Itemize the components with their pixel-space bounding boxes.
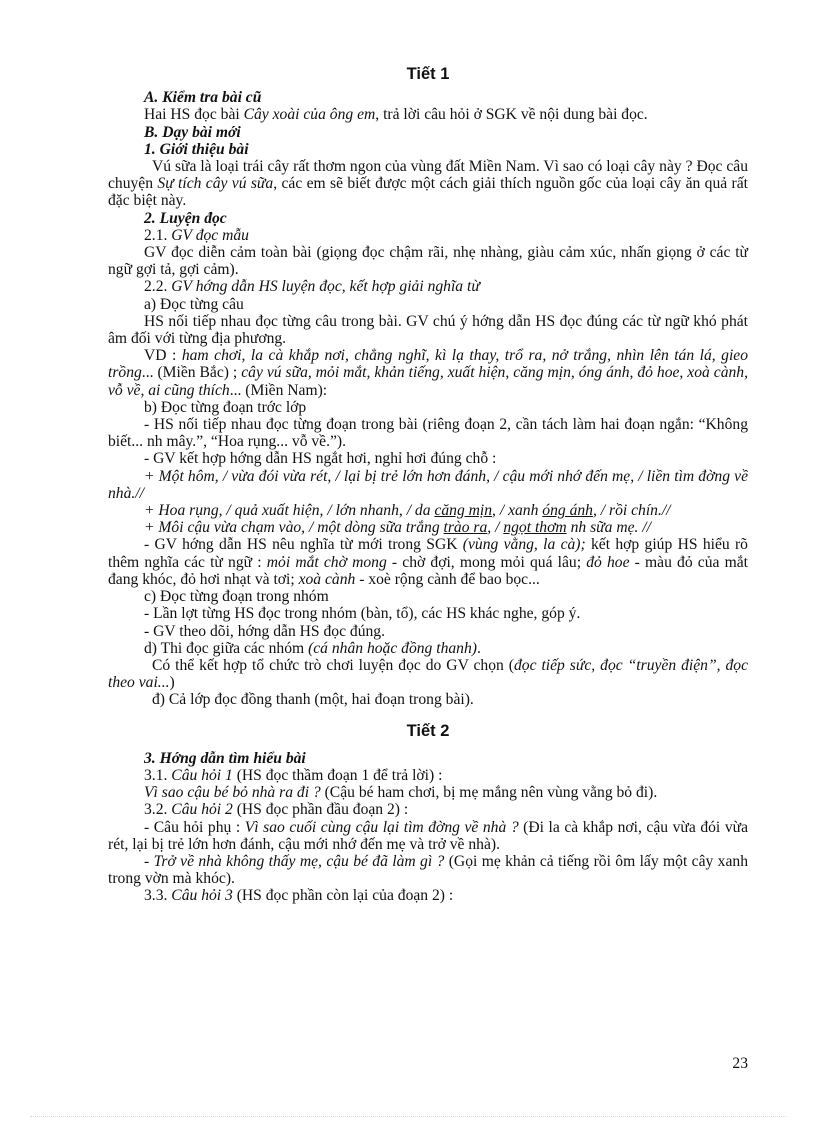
text-italic: , / [487, 519, 504, 537]
text-italic: , / rồi chín.// [592, 502, 671, 520]
text-italic: (cá nhân hoặc đồng thanh) [308, 639, 477, 657]
text: VD : [144, 347, 182, 365]
heading-b: B. Dạy bài mới [144, 123, 241, 141]
text: kết hợp giúp HS hiểu rõ thêm nghĩa các từ ngữ : [108, 536, 748, 571]
text: , các em sẽ biết được một cách giải thích nguồn gốc của loại cây ăn quả rất đặc biệt này. [108, 175, 748, 210]
text-underlined: căng mịn [434, 502, 493, 520]
text-italic: đỏ hoe [586, 553, 630, 571]
lesson-content [108, 66, 748, 905]
paragraph-vd [108, 347, 748, 399]
subheading-2-2 [108, 278, 748, 295]
paragraph-intro [108, 158, 748, 210]
text: ... (Miền Bắc) ; [141, 364, 242, 382]
text: - [144, 852, 154, 870]
text-underlined: óng ánh [542, 502, 593, 520]
text: (HS đọc phần còn lại của đoạn 2) : [232, 887, 454, 905]
subheading-c: c) Đọc từng đoạn trong nhóm [144, 588, 329, 606]
text: Có thể kết hợp tổ chức trò chơi luyện đọc do GV chọn ( [152, 656, 514, 674]
text-italic: GV đọc mẫu [171, 226, 249, 244]
heading-intro: 1. Giới thiệu bài [144, 140, 249, 158]
text: ... (Miền Nam): [229, 381, 328, 399]
page-number: 23 [732, 1055, 748, 1072]
subheading-2-1 [108, 227, 748, 244]
text: - màu đỏ của mắt đang khóc, đỏ hơi nhạt và tơi; [108, 553, 749, 588]
question-2-sub-2 [108, 853, 748, 887]
text: 2.1. [144, 226, 172, 244]
text-italic: nh sữa mẹ. // [566, 519, 651, 537]
text: (Gọi mẹ khản cả tiếng rồi ôm lấy một cây xanh trong vờn mà khóc). [108, 852, 748, 888]
text-italic: cây vú sữa, mỏi mắt, khản tiếng, xuất hiện, căng mịn, óng ánh, đỏ hoe, xoà cành, vỗ về, ai cũng thích [108, 364, 748, 399]
subheading-b: b) Đọc từng đoạn trớc lớp [144, 398, 307, 416]
text: . [476, 639, 481, 657]
text: ) [169, 674, 175, 692]
paragraph-d [108, 657, 748, 691]
section-title-tiet-1: Tiết 1 [406, 65, 450, 83]
text: 3.3. [144, 887, 172, 905]
text-italic: + Môi cậu vừa chạm vào, / một dòng sữa trắng [144, 519, 444, 537]
text: - xoè rộng cành để bao bọc... [355, 570, 540, 588]
text-italic: xoà cành [298, 570, 356, 588]
text-italic: Câu hỏi 3 [171, 887, 233, 905]
text-italic: + Hoa rụng, / quả xuất hiện, / lớn nhanh, / da [144, 502, 435, 520]
text: d) Thi đọc giữa các nhóm [144, 639, 309, 657]
text: (Cậu bé ham chơi, bị mẹ mắng nên vùng vằng bỏ đi). [320, 784, 658, 802]
text: , trả lời câu hỏi ở SGK về nội dung bài đọc. [375, 106, 648, 124]
text-italic: + Một hôm, / vừa đói vừa rét, / lại bị trẻ lớn hơn đánh, / cậu mới nhớ đến mẹ, / liền tìm đờng về nhà.// [108, 467, 748, 502]
paragraph-b-2: - GV kết hợp hớng dẫn HS ngắt hơi, nghỉ hơi đúng chỗ : [144, 450, 497, 468]
question-1-answer [108, 784, 748, 801]
paragraph-a-sub: HS nối tiếp nhau đọc từng câu trong bài. GV chú ý hớng dẫn HS đọc đúng các từ ngữ khó phát âm đối với từng địa phương. [108, 312, 748, 348]
text-italic: Sự tích cây vú sữa [157, 175, 274, 193]
text: - Câu hỏi phụ : [144, 818, 245, 836]
text: - chờ đợi, mong mỏi quá lâu; [386, 553, 587, 571]
text: 3.1. [144, 766, 172, 784]
text-underlined: trào ra [443, 519, 488, 537]
question-2 [108, 801, 748, 818]
subheading-e: đ) Cả lớp đọc đồng thanh (một, hai đoạn trong bài). [152, 691, 474, 709]
text: 2.2. [144, 278, 172, 296]
text-italic: ham chơi, la cà khắp nơi, chẳng nghĩ, kì lạ thay, trổ ra, nở trắng, nhìn lên tán lá, gieo trồng [108, 347, 748, 382]
subheading-d [108, 640, 748, 657]
text: (Đi la cà khắp nơi, cậu vừa đói vừa rét, lại bị trẻ lớn hơn đánh, cậu mới nhớ đến mẹ và trở về nhà). [108, 818, 748, 853]
heading-practice: 2. Luyện đọc [144, 209, 227, 227]
text: (HS đọc phần đầu đoạn 2) : [232, 801, 409, 819]
text-italic: Trở về nhà không thấy mẹ, cậu bé đã làm gì ? [153, 852, 445, 870]
example-3 [108, 519, 748, 536]
paragraph-a [108, 106, 748, 123]
text-italic: Câu hỏi 1 [171, 766, 233, 784]
text-italic: Câu hỏi 2 [171, 801, 233, 819]
text: Vú sữa là loại trái cây rất thơm ngon của vùng đất Miền Nam. Vì sao có loại cây này ? Đọc câu chuyện [108, 158, 748, 193]
heading-a: A. Kiểm tra bài cũ [144, 89, 262, 107]
paragraph-b-1: - HS nối tiếp nhau đọc từng đoạn trong bài (riêng đoạn 2, cần tách làm hai đoạn ngắn: “Không biết... nh mây.”, “Hoa rụng... vỗ về.”). [108, 416, 748, 451]
text-italic: Vì sao cậu bé bỏ nhà ra đi ? [144, 784, 321, 802]
text-underlined: ngọt thơm [503, 519, 567, 537]
text: 3.2. [144, 801, 172, 819]
example-2 [108, 502, 748, 519]
paragraph-b-3 [108, 536, 748, 588]
paragraph-c-1: - Lần lợt từng HS đọc trong nhóm (bàn, tổ), các HS khác nghe, góp ý. [144, 605, 581, 623]
text-italic: đọc tiếp sức, đọc “truyền điện”, đọc theo vai... [108, 656, 749, 692]
heading-understanding: 3. Hớng dẫn tìm hiểu bài [144, 749, 306, 767]
question-1 [108, 767, 748, 784]
text: (HS đọc thầm đoạn 1 để trả lời) : [232, 766, 443, 784]
paragraph-c-2: - GV theo dõi, hớng dẫn HS đọc đúng. [144, 622, 385, 640]
text-italic: Cây xoài của ông em [243, 106, 376, 124]
text-italic: Vì sao cuối cùng cậu lại tìm đờng về nhà ? [244, 818, 519, 836]
text-italic: GV hớng dẫn HS luyện đọc, kết hợp giải nghĩa từ [171, 278, 480, 296]
text-italic: mỏi mắt chờ mong [266, 553, 387, 571]
text-italic: (vùng vằng, la cà); [462, 536, 586, 554]
text: - GV hớng dẫn HS nêu nghĩa từ mới trong SGK [144, 536, 463, 554]
bottom-dotted-border [30, 1116, 786, 1117]
subheading-a: a) Đọc từng câu [144, 295, 244, 313]
text-italic: , / xanh [492, 502, 543, 520]
paragraph-2-1: GV đọc diễn cảm toàn bài (giọng đọc chậm rãi, nhẹ nhàng, giàu cảm xúc, nhấn giọng ở các từ ngữ gợi tả, gợi cảm). [108, 244, 748, 279]
section-title-tiet-2: Tiết 2 [406, 721, 450, 740]
text: Hai HS đọc bài [144, 106, 244, 124]
example-1 [108, 468, 748, 502]
question-3 [108, 887, 748, 904]
question-2-sub-1 [108, 819, 748, 853]
